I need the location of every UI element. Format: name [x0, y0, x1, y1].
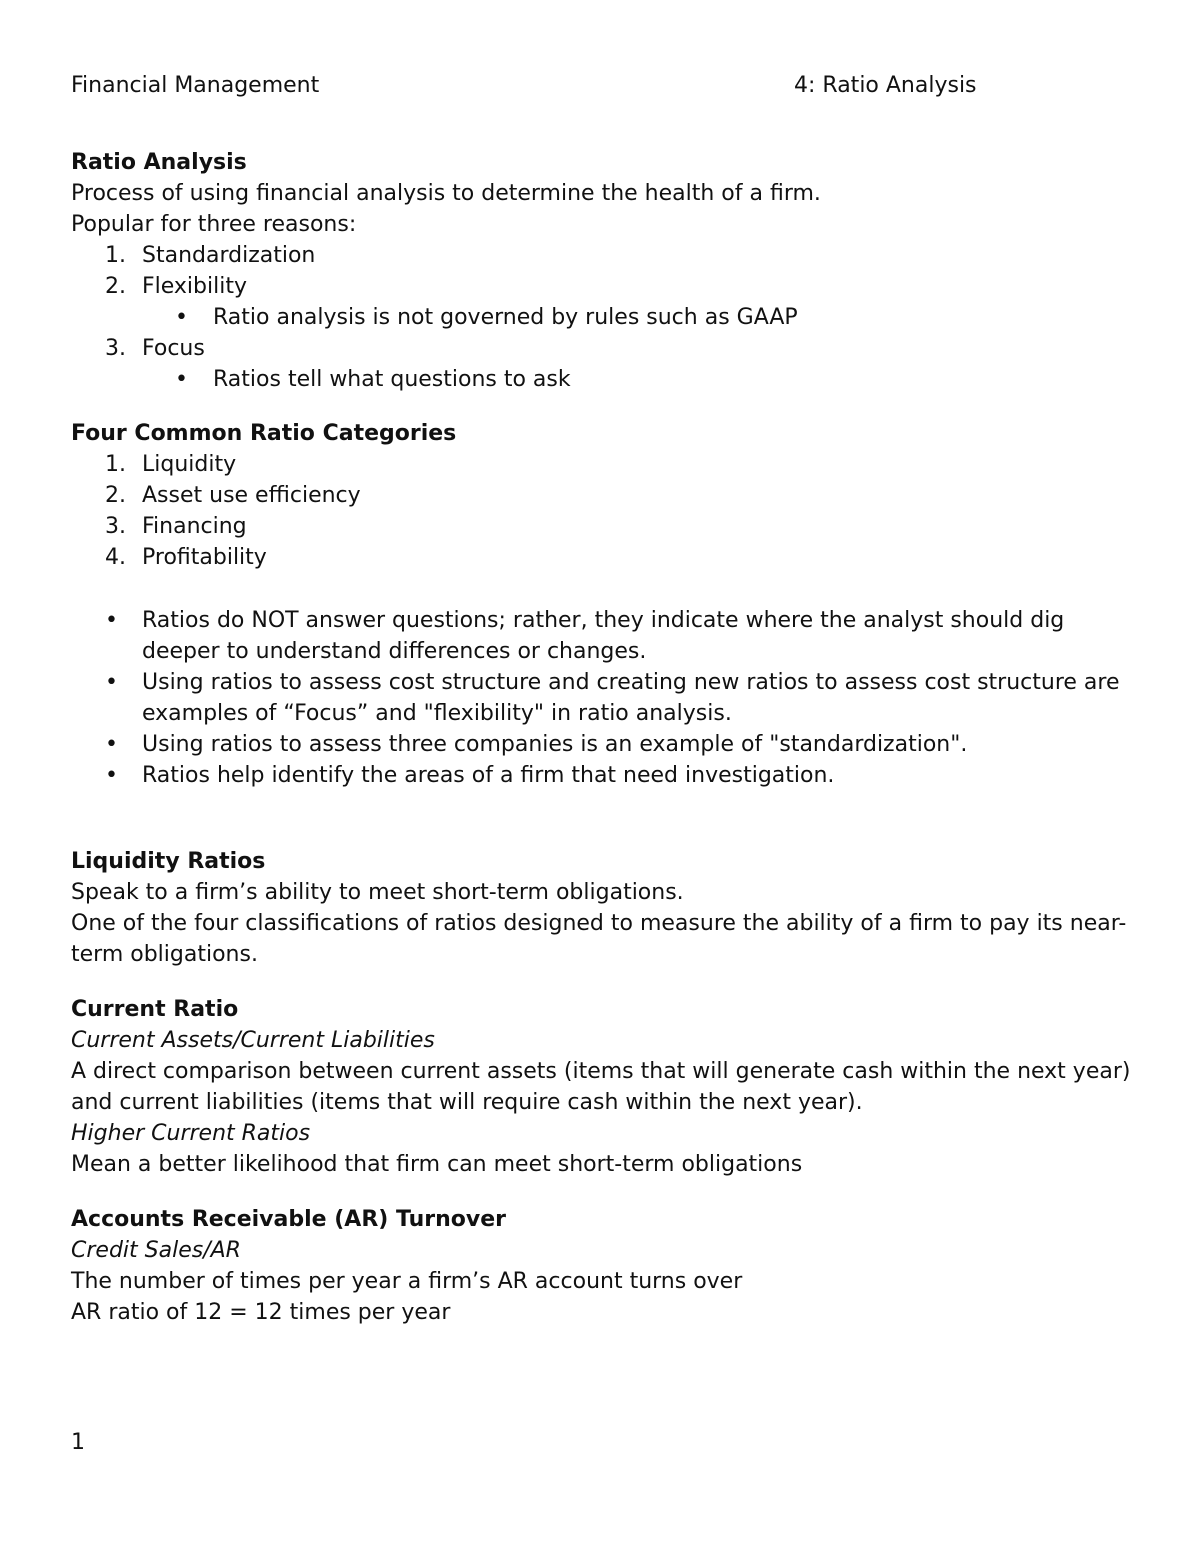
bullet-icon: •	[105, 670, 118, 695]
liquidity-line: Speak to a firm’s ability to meet short-term obligations.	[71, 880, 684, 905]
list-number: 1.	[105, 452, 126, 477]
list-number: 3.	[105, 336, 126, 361]
current-ratio-section	[71, 994, 1131, 1180]
category-label: Liquidity	[142, 452, 237, 477]
reason-item	[71, 333, 1131, 364]
bullet-item	[71, 729, 1131, 760]
bullet-text: Using ratios to assess cost structure and creating new ratios to assess cost structure are examples of “Focus” and "flexibility" in ratio analysis.	[142, 670, 1120, 726]
formula-text: Credit Sales/AR	[71, 1238, 241, 1263]
category-label: Profitability	[142, 545, 267, 570]
list-number: 3.	[105, 514, 126, 539]
bullet-item	[71, 667, 1131, 729]
bullet-icon: •	[105, 763, 118, 788]
bullet-icon: •	[175, 367, 188, 392]
category-item	[71, 542, 1131, 573]
category-item	[71, 449, 1131, 480]
list-number: 2.	[105, 274, 126, 299]
category-label: Asset use efficiency	[142, 483, 361, 508]
list-number: 4.	[105, 545, 126, 570]
liquidity-ratios-section	[71, 846, 1131, 970]
bullet-icon: •	[105, 608, 118, 633]
bullet-item	[71, 760, 1131, 791]
reason-label: Standardization	[142, 243, 316, 268]
formula-text: Current Assets/Current Liabilities	[71, 1028, 435, 1053]
list-number: 1.	[105, 243, 126, 268]
ratio-analysis-section	[71, 147, 1131, 395]
reason-label: Focus	[142, 336, 205, 361]
header-course-title: Financial Management	[71, 73, 320, 98]
document-body	[71, 147, 1131, 1328]
section-heading: Current Ratio	[71, 997, 239, 1022]
description-text: A direct comparison between current assets (items that will generate cash within the next year) and current liabilities (items that will require cash within the next year).	[71, 1059, 1131, 1115]
sub-bullet-item	[71, 364, 1131, 395]
categories-list	[71, 449, 1131, 573]
key-points-list	[71, 605, 1131, 791]
sub-bullet-text: Ratios tell what questions to ask	[213, 367, 571, 392]
section-heading: Ratio Analysis	[71, 150, 247, 175]
subheading: Higher Current Ratios	[71, 1121, 311, 1146]
bullet-item	[71, 605, 1131, 667]
definition-text: Process of using financial analysis to determine the health of a firm.	[71, 181, 821, 206]
bullet-icon: •	[175, 305, 188, 330]
bullet-text: Ratios do NOT answer questions; rather, they indicate where the analyst should dig deeper to understand differences or changes.	[142, 608, 1065, 664]
category-item	[71, 480, 1131, 511]
section-heading: Liquidity Ratios	[71, 849, 266, 874]
bullet-text: Ratios help identify the areas of a firm that need investigation.	[142, 763, 835, 788]
ar-line: AR ratio of 12 = 12 times per year	[71, 1300, 451, 1325]
ratio-categories-section	[71, 418, 1131, 791]
category-item	[71, 511, 1131, 542]
reason-sublist	[71, 364, 1131, 395]
page-number: 1	[71, 1430, 85, 1455]
section-heading: Four Common Ratio Categories	[71, 421, 457, 446]
list-number: 2.	[105, 483, 126, 508]
liquidity-line: One of the four classifications of ratios designed to measure the ability of a firm to pay its near-term obligations.	[71, 911, 1127, 967]
sub-bullet-text: Ratio analysis is not governed by rules such as GAAP	[213, 305, 798, 330]
section-heading: Accounts Receivable (AR) Turnover	[71, 1207, 506, 1232]
reason-item	[71, 240, 1131, 271]
reasons-list-continued	[71, 333, 1131, 364]
ar-turnover-section	[71, 1204, 1131, 1328]
category-label: Financing	[142, 514, 247, 539]
reason-sublist	[71, 302, 1131, 333]
sub-bullet-item	[71, 302, 1131, 333]
reasons-list	[71, 240, 1131, 302]
header-chapter-title: 4: Ratio Analysis	[794, 73, 977, 98]
reason-item	[71, 271, 1131, 302]
intro-text: Popular for three reasons:	[71, 212, 357, 237]
subheading-text: Mean a better likelihood that firm can meet short-term obligations	[71, 1152, 803, 1177]
bullet-text: Using ratios to assess three companies is an example of "standardization".	[142, 732, 968, 757]
bullet-icon: •	[105, 732, 118, 757]
ar-line: The number of times per year a firm’s AR account turns over	[71, 1269, 743, 1294]
reason-label: Flexibility	[142, 274, 247, 299]
